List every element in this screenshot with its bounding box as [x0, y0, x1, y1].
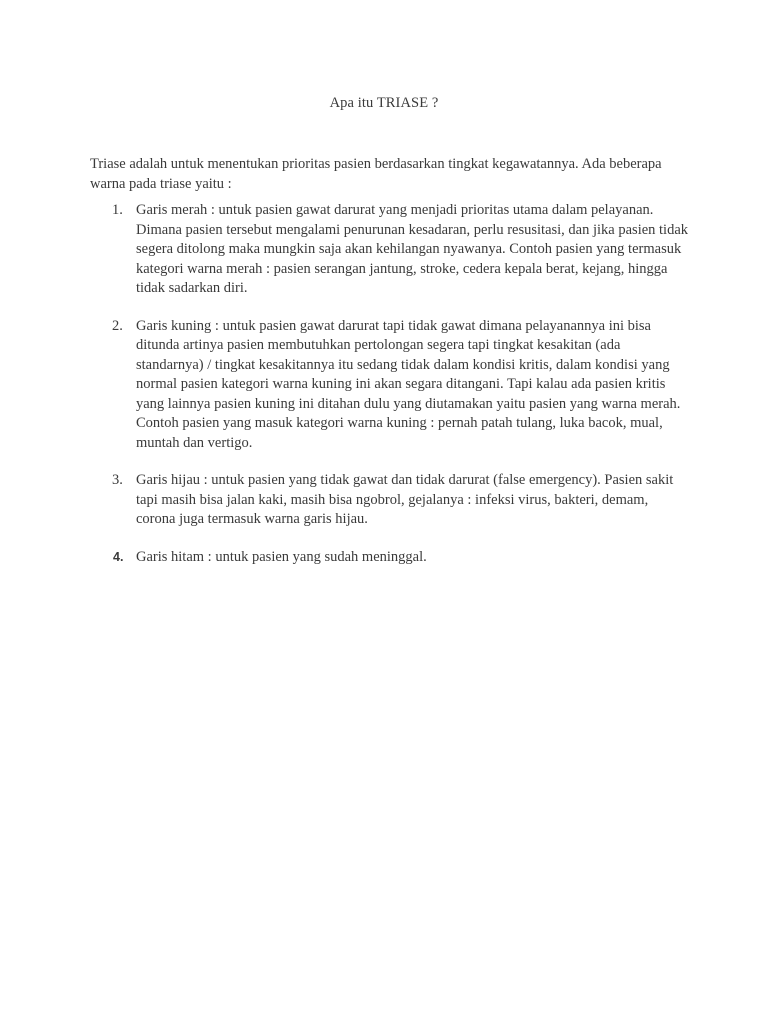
- list-item-number: 4.: [113, 549, 124, 564]
- list-item-yellow: [90, 317, 690, 454]
- list-item-text: Garis merah : untuk pasien gawat darurat yang menjadi prioritas utama dalam pelayanan. Dimana pasien tersebut mengalami penurunan kesadaran, perlu resusitasi, dan jika pasien tidak segera ditolong maka mungkin saja akan kehilangan nyawanya. Contoh pasien yang termasuk kategori warna merah : pasien serangan jantung, stroke, cedera kepala berat, kejang, hingga tidak sadarkan diri.: [136, 202, 689, 296]
- intro-paragraph: Triase adalah untuk menentukan prioritas pasien berdasarkan tingkat kegawatannya. Ada beberapa warna pada triase yaitu :: [90, 156, 662, 192]
- list-item-text: Garis hijau : untuk pasien yang tidak gawat dan tidak darurat (false emergency). Pasien sakit tapi masih bisa jalan kaki, masih bisa ngobrol, gejalanya : infeksi virus, bakteri, demam, corona juga termasuk warna garis hijau.: [136, 472, 674, 527]
- list-item-green: [90, 471, 690, 530]
- list-item-black: [90, 548, 690, 568]
- list-item-number: 2.: [112, 317, 123, 334]
- list-item-number: 3.: [112, 472, 123, 488]
- list-item-text: Garis kuning : untuk pasien gawat darurat tapi tidak gawat dimana pelayanannya ini bisa ditunda artinya pasien membutuhkan pertolongan segera tapi tingkat kesakitan (ada standarnya) / tingkat kesakitannya itu sedang tidak dalam kondisi kritis, dalam kondisi yang normal pasien kategori warna kuning ini akan segara ditangani. Tapi kalau ada pasien kritis yang lainnya pasien kuning ini ditahan dulu yang diutamakan yaitu pasien yang warna merah. Contoh pasien yang masuk kategori warna kuning : pernah patah tulang, luka bacok, mual, muntah dan vertigo.: [136, 317, 681, 451]
- list-item-text: Garis hitam : untuk pasien yang sudah meninggal.: [136, 548, 427, 565]
- triage-color-list: [90, 201, 690, 585]
- page-title: Apa itu TRIASE ?: [329, 95, 439, 111]
- list-item-red: [90, 201, 690, 299]
- list-item-number: 1.: [112, 202, 123, 218]
